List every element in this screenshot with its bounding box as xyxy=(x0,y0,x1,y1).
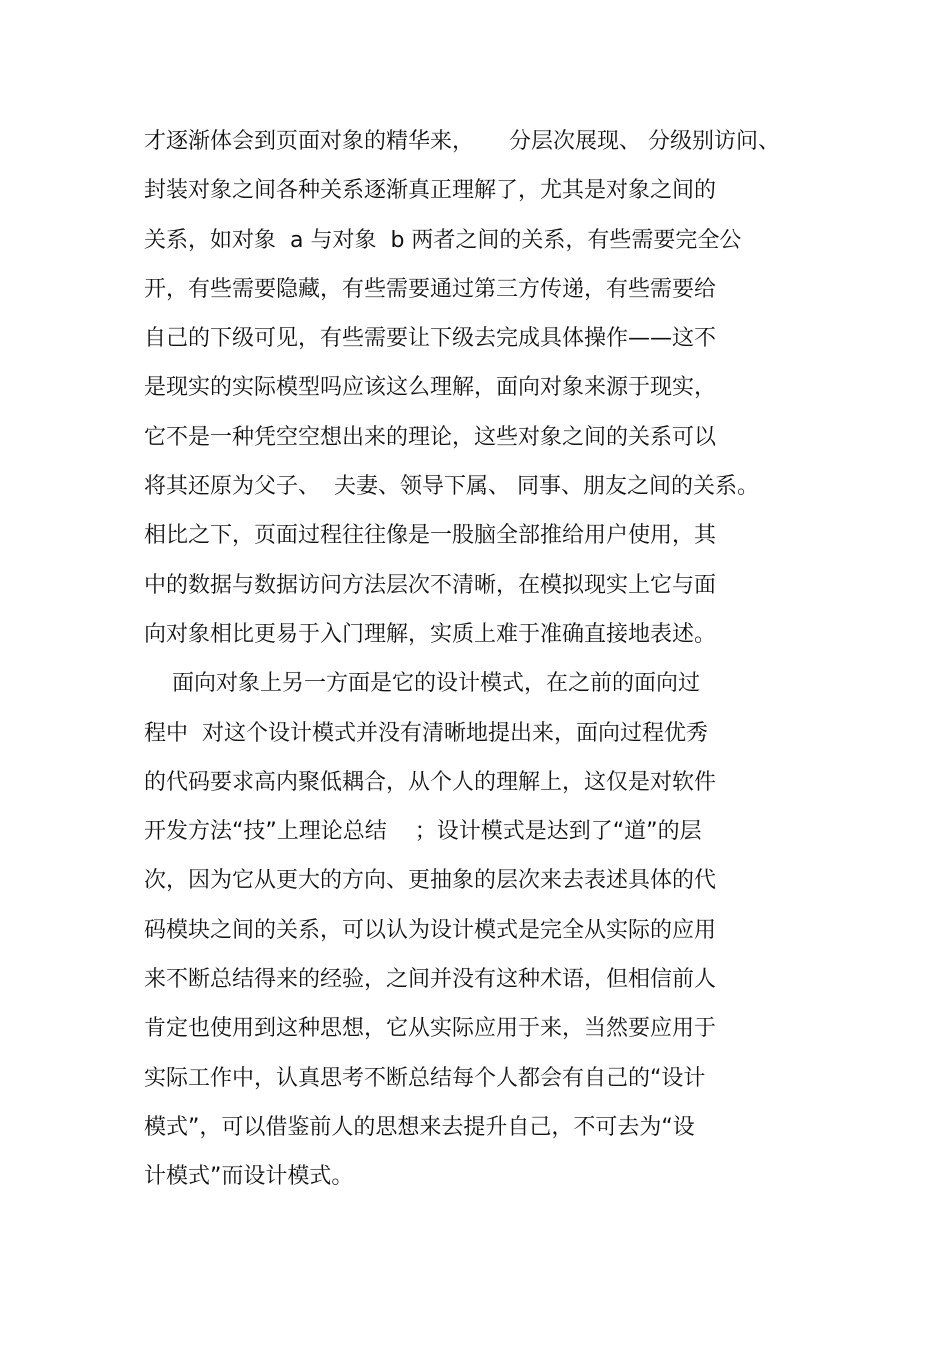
text-line-7: 它不是一种凭空空想出来的理论，这些对象之间的关系可以 xyxy=(144,424,717,450)
text-line-17: 码模块之间的关系，可以认为设计模式是完全从实际的应用 xyxy=(144,917,717,943)
text-line-20: 实际工作中，认真思考不断总结每个人都会有自己的“设计 xyxy=(144,1065,706,1091)
text-line-8: 将其还原为父子、 夫妻、领导下属、 同事、朋友之间的关系。 xyxy=(144,474,759,500)
text-line-4: 开，有些需要隐藏，有些需要通过第三方传递，有些需要给 xyxy=(144,276,717,302)
text-line-14: 的代码要求高内聚低耦合，从个人的理解上，这仅是对软件 xyxy=(144,769,717,795)
text-line-22: 计模式”而设计模式。 xyxy=(144,1164,354,1190)
text-line-12: 面向对象上另一方面是它的设计模式，在之前的面向过 xyxy=(144,671,700,697)
text-line-6: 是现实的实际模型吗应该这么理解，面向对象来源于现实， xyxy=(144,375,717,401)
text-line-1: 才逐渐体会到页面对象的精华来， 分层次展现、 分级别访问、 xyxy=(144,129,780,154)
text-line-16: 次，因为它从更大的方向、更抽象的层次来去表述具体的代 xyxy=(144,868,717,894)
text-line-19: 肯定也使用到这种思想，它从实际应用于来，当然要应用于 xyxy=(144,1016,717,1042)
text-line-18: 来不断总结得来的经验，之间并没有这种术语，但相信前人 xyxy=(144,967,717,993)
text-line-10: 中的数据与数据访问方法层次不清晰，在模拟现实上它与面 xyxy=(144,572,717,598)
text-line-13: 程中 对这个设计模式并没有清晰地提出来，面向过程优秀 xyxy=(144,720,708,746)
text-line-3: 关系，如对象 a 与对象 b 两者之间的关系，有些需要完全公 xyxy=(144,227,742,253)
text-line-11: 向对象相比更易于入门理解，实质上难于准确直接地表述。 xyxy=(144,621,717,647)
text-line-2: 封装对象之间各种关系逐渐真正理解了，尤其是对象之间的 xyxy=(144,178,717,204)
text-line-21: 模式”，可以借鉴前人的思想来去提升自己，不可去为“设 xyxy=(144,1114,695,1140)
text-line-5: 自己的下级可见，有些需要让下级去完成具体操作——这不 xyxy=(144,326,717,352)
text-line-15: 开发方法“技”上理论总结 ；设计模式是达到了“道”的层 xyxy=(144,819,702,845)
body-text xyxy=(144,122,824,1207)
text-line-9: 相比之下，页面过程往往像是一股脑全部推给用户使用，其 xyxy=(144,523,717,549)
